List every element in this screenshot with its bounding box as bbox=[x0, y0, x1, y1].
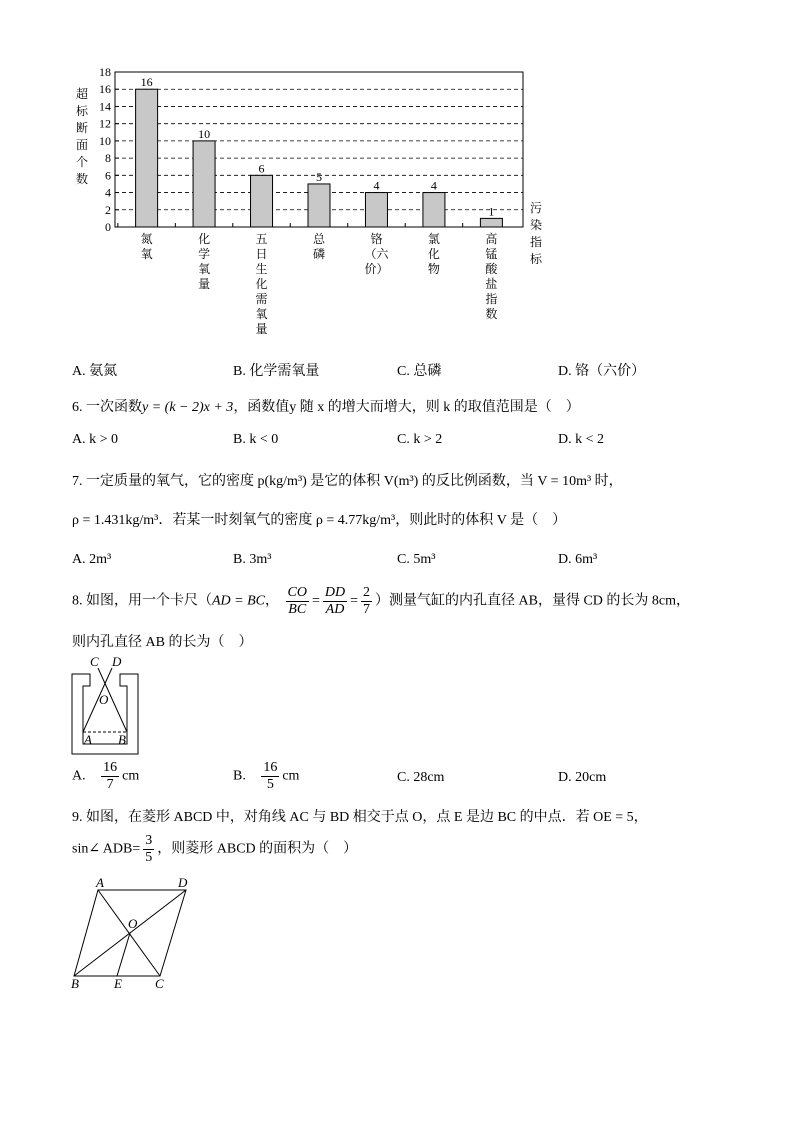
bar bbox=[480, 218, 502, 227]
data-label: 5 bbox=[316, 169, 322, 184]
label-c: C bbox=[90, 654, 99, 669]
q8-measure: ）测量气缸的内孔直径 AB，量得 CD 的长为 8cm， bbox=[375, 593, 690, 609]
q8-option-a-unit: cm bbox=[122, 768, 140, 784]
bar bbox=[193, 141, 215, 227]
q8-option-a-letter: A. bbox=[72, 768, 86, 784]
q7-option-b[interactable]: B. 3m³ bbox=[233, 552, 272, 567]
x-category-label: 化 bbox=[198, 232, 211, 246]
segment-oe bbox=[117, 933, 130, 976]
x-category-label: 磷 bbox=[312, 247, 326, 261]
label-d: D bbox=[112, 654, 122, 669]
caliper-figure bbox=[60, 652, 150, 758]
q8-fraction2-den: AD bbox=[325, 602, 345, 617]
x-category-label: 化 bbox=[255, 277, 268, 291]
y-tick-label: 14 bbox=[99, 99, 111, 114]
bar-chart bbox=[0, 0, 794, 360]
y-tick-label: 4 bbox=[105, 185, 111, 200]
q6-option-c[interactable]: C. k > 2 bbox=[397, 432, 443, 447]
q8-option-a[interactable] bbox=[72, 760, 139, 793]
y-tick-label: 6 bbox=[105, 168, 111, 183]
q8-option-b-den: 5 bbox=[266, 777, 274, 792]
q8-option-b-unit: cm bbox=[282, 768, 300, 784]
bar bbox=[308, 184, 330, 227]
q8-fraction3-den: 7 bbox=[363, 602, 370, 617]
y-axis-label-char: 超 bbox=[75, 87, 89, 101]
data-label: 6 bbox=[258, 161, 265, 176]
q6-question: ，函数值y 随 x 的增大而增大，则 k 的取值范围是（ ） bbox=[233, 400, 580, 415]
q5-option-d[interactable]: D. 铬（六价） bbox=[558, 364, 646, 379]
q5-option-a[interactable]: A. 氨氮 bbox=[72, 364, 118, 379]
data-label: 10 bbox=[198, 126, 211, 141]
data-label: 4 bbox=[430, 178, 437, 193]
q9-stem-line1: 9. 如图，在菱形 ABCD 中，对角线 AC 与 BD 相交于点 O，点 E 是边 BC 的中点．若 OE = 5， bbox=[72, 810, 648, 825]
bar bbox=[251, 175, 273, 227]
q6-option-a[interactable]: A. k > 0 bbox=[72, 432, 119, 447]
chart-x-labels bbox=[118, 223, 499, 336]
q8-fraction-dd-ad bbox=[323, 585, 347, 618]
x-category-label: 氮 bbox=[140, 232, 153, 246]
label-a: A bbox=[84, 732, 92, 747]
x-category-label: 数 bbox=[485, 307, 498, 321]
q8-option-b[interactable] bbox=[233, 760, 299, 793]
x-category-label: 五 bbox=[255, 232, 268, 246]
q8-fraction2-num: DD bbox=[324, 585, 346, 600]
x-axis-label-char: 标 bbox=[529, 252, 543, 266]
q8-comma: ， bbox=[265, 593, 279, 609]
q8-fraction-co-bc bbox=[286, 585, 309, 618]
data-label: 16 bbox=[140, 75, 153, 90]
y-tick-label: 0 bbox=[105, 220, 111, 234]
q8-stem-line2: 则内孔直径 AB 的长为（ ） bbox=[72, 635, 253, 650]
q7-stem-line2: ρ = 1.431kg/m³．若某一时刻氧气的密度 ρ = 4.77kg/m³，则此时的体积 V 是（ ） bbox=[72, 513, 567, 528]
q6-option-d[interactable]: D. k < 2 bbox=[558, 432, 605, 447]
bar bbox=[423, 193, 445, 227]
q6-number: 6. 一次函数 bbox=[72, 400, 142, 415]
data-label: 4 bbox=[373, 178, 380, 193]
rhombus-figure bbox=[60, 872, 210, 992]
x-category-label: 盐 bbox=[485, 277, 498, 291]
q8-condition: AD = BC bbox=[212, 593, 265, 609]
q9-stem-line2 bbox=[72, 833, 357, 866]
q7-stem-line1: 7. 一定质量的氧气，它的密度 p(kg/m³) 是它的体积 V(m³) 的反比例函数，当 V = 10m³ 时， bbox=[72, 474, 623, 489]
q8-option-a-den: 7 bbox=[106, 777, 114, 792]
x-axis-label-char: 指 bbox=[529, 235, 543, 249]
q8-option-d[interactable]: D. 20cm bbox=[558, 770, 607, 785]
q8-option-a-fraction bbox=[101, 760, 119, 793]
y-axis-label-char: 面 bbox=[75, 138, 89, 152]
q8-stem-line1: 8. 如图，用一个卡尺（AD = BC， $\frac{CO}{BC}$ = $\frac{DD}{AD}$ = $\frac{2}{7}$ ）测量气缸的内孔直径 AB，量得 CD 的长为 8cm， bbox=[72, 585, 690, 617]
x-category-label: 化 bbox=[427, 247, 440, 261]
label-c: C bbox=[155, 976, 164, 991]
x-axis-label-char: 污 bbox=[529, 201, 543, 215]
q8-fraction1-den: BC bbox=[288, 602, 307, 617]
x-category-label: 物 bbox=[427, 262, 440, 276]
x-category-label: （六 bbox=[364, 247, 389, 261]
label-d: D bbox=[178, 875, 188, 890]
x-category-label: 量 bbox=[198, 277, 211, 291]
x-category-label: 氧 bbox=[198, 262, 211, 276]
label-e: E bbox=[114, 976, 122, 991]
q9-sin-num: 3 bbox=[145, 833, 153, 848]
q7-option-a[interactable]: A. 2m³ bbox=[72, 552, 112, 567]
label-b: B bbox=[118, 732, 126, 747]
y-tick-label: 16 bbox=[99, 82, 111, 97]
x-category-label: 氧 bbox=[255, 307, 268, 321]
label-o: O bbox=[128, 916, 138, 931]
x-category-label: 指 bbox=[485, 292, 498, 306]
x-category-label: 日 bbox=[255, 247, 268, 261]
y-tick-label: 2 bbox=[105, 202, 111, 217]
q8-intro: 8. 如图，用一个卡尺（ bbox=[72, 593, 212, 609]
label-b: B bbox=[71, 976, 79, 991]
q8-fraction1-num: CO bbox=[287, 585, 307, 600]
q9-sin-den: 5 bbox=[145, 850, 153, 865]
q6-option-b[interactable]: B. k < 0 bbox=[233, 432, 279, 447]
chart-y-axis-label bbox=[76, 86, 89, 186]
x-category-label: 学 bbox=[198, 247, 211, 261]
label-a: A bbox=[96, 875, 104, 890]
data-label: 1 bbox=[488, 204, 495, 219]
x-category-label: 锰 bbox=[485, 247, 498, 261]
q6-function: y = (k − 2)x + 3 bbox=[142, 400, 234, 415]
x-category-label: 价） bbox=[364, 262, 389, 276]
diagonal-ac bbox=[98, 890, 160, 976]
x-category-label: 需 bbox=[255, 292, 268, 306]
q7-option-d[interactable]: D. 6m³ bbox=[558, 552, 598, 567]
q8-option-c[interactable]: C. 28cm bbox=[397, 770, 445, 785]
x-category-label: 量 bbox=[255, 322, 268, 336]
x-category-label: 酸 bbox=[485, 262, 498, 276]
x-category-label: 总 bbox=[312, 232, 326, 246]
y-tick-label: 10 bbox=[99, 133, 111, 148]
cylinder-outline bbox=[72, 674, 138, 754]
x-category-label: 生 bbox=[255, 262, 268, 276]
q9-sin-expr: sin∠ ADB= bbox=[72, 841, 141, 857]
x-category-label: 氯 bbox=[427, 232, 440, 246]
chart-x-axis-label bbox=[530, 201, 543, 266]
q6-stem bbox=[72, 396, 580, 416]
x-category-label: 铬 bbox=[370, 232, 383, 246]
y-axis-label-char: 个 bbox=[75, 155, 89, 169]
x-category-label: 氧 bbox=[140, 247, 153, 261]
q9-question: ，则菱形 ABCD 的面积为（ ） bbox=[157, 841, 358, 857]
y-tick-label: 18 bbox=[99, 65, 111, 79]
y-axis-label-char: 断 bbox=[75, 121, 89, 135]
q8-option-b-fraction bbox=[261, 760, 279, 793]
y-axis-label-char: 数 bbox=[75, 172, 89, 186]
y-tick-label: 12 bbox=[99, 116, 111, 131]
chart-y-ticks bbox=[99, 65, 119, 234]
q9-sin-fraction bbox=[143, 833, 154, 866]
q8-fraction-2-7 bbox=[361, 585, 372, 618]
chart-bars bbox=[136, 75, 503, 227]
bar bbox=[136, 89, 158, 227]
q5-option-b[interactable]: B. 化学需氧量 bbox=[233, 364, 320, 379]
q5-option-c[interactable]: C. 总磷 bbox=[397, 364, 442, 379]
q8-option-b-num: 16 bbox=[263, 760, 278, 775]
q8-option-a-num: 16 bbox=[103, 760, 118, 775]
q8-fraction3-num: 2 bbox=[363, 585, 370, 600]
y-tick-label: 8 bbox=[105, 151, 111, 166]
q8-option-b-letter: B. bbox=[233, 768, 246, 784]
x-category-label: 高 bbox=[485, 232, 498, 246]
x-axis-label-char: 染 bbox=[529, 218, 543, 232]
label-o: O bbox=[99, 692, 109, 707]
bar bbox=[365, 193, 387, 227]
y-axis-label-char: 标 bbox=[75, 104, 89, 118]
q7-option-c[interactable]: C. 5m³ bbox=[397, 552, 436, 567]
